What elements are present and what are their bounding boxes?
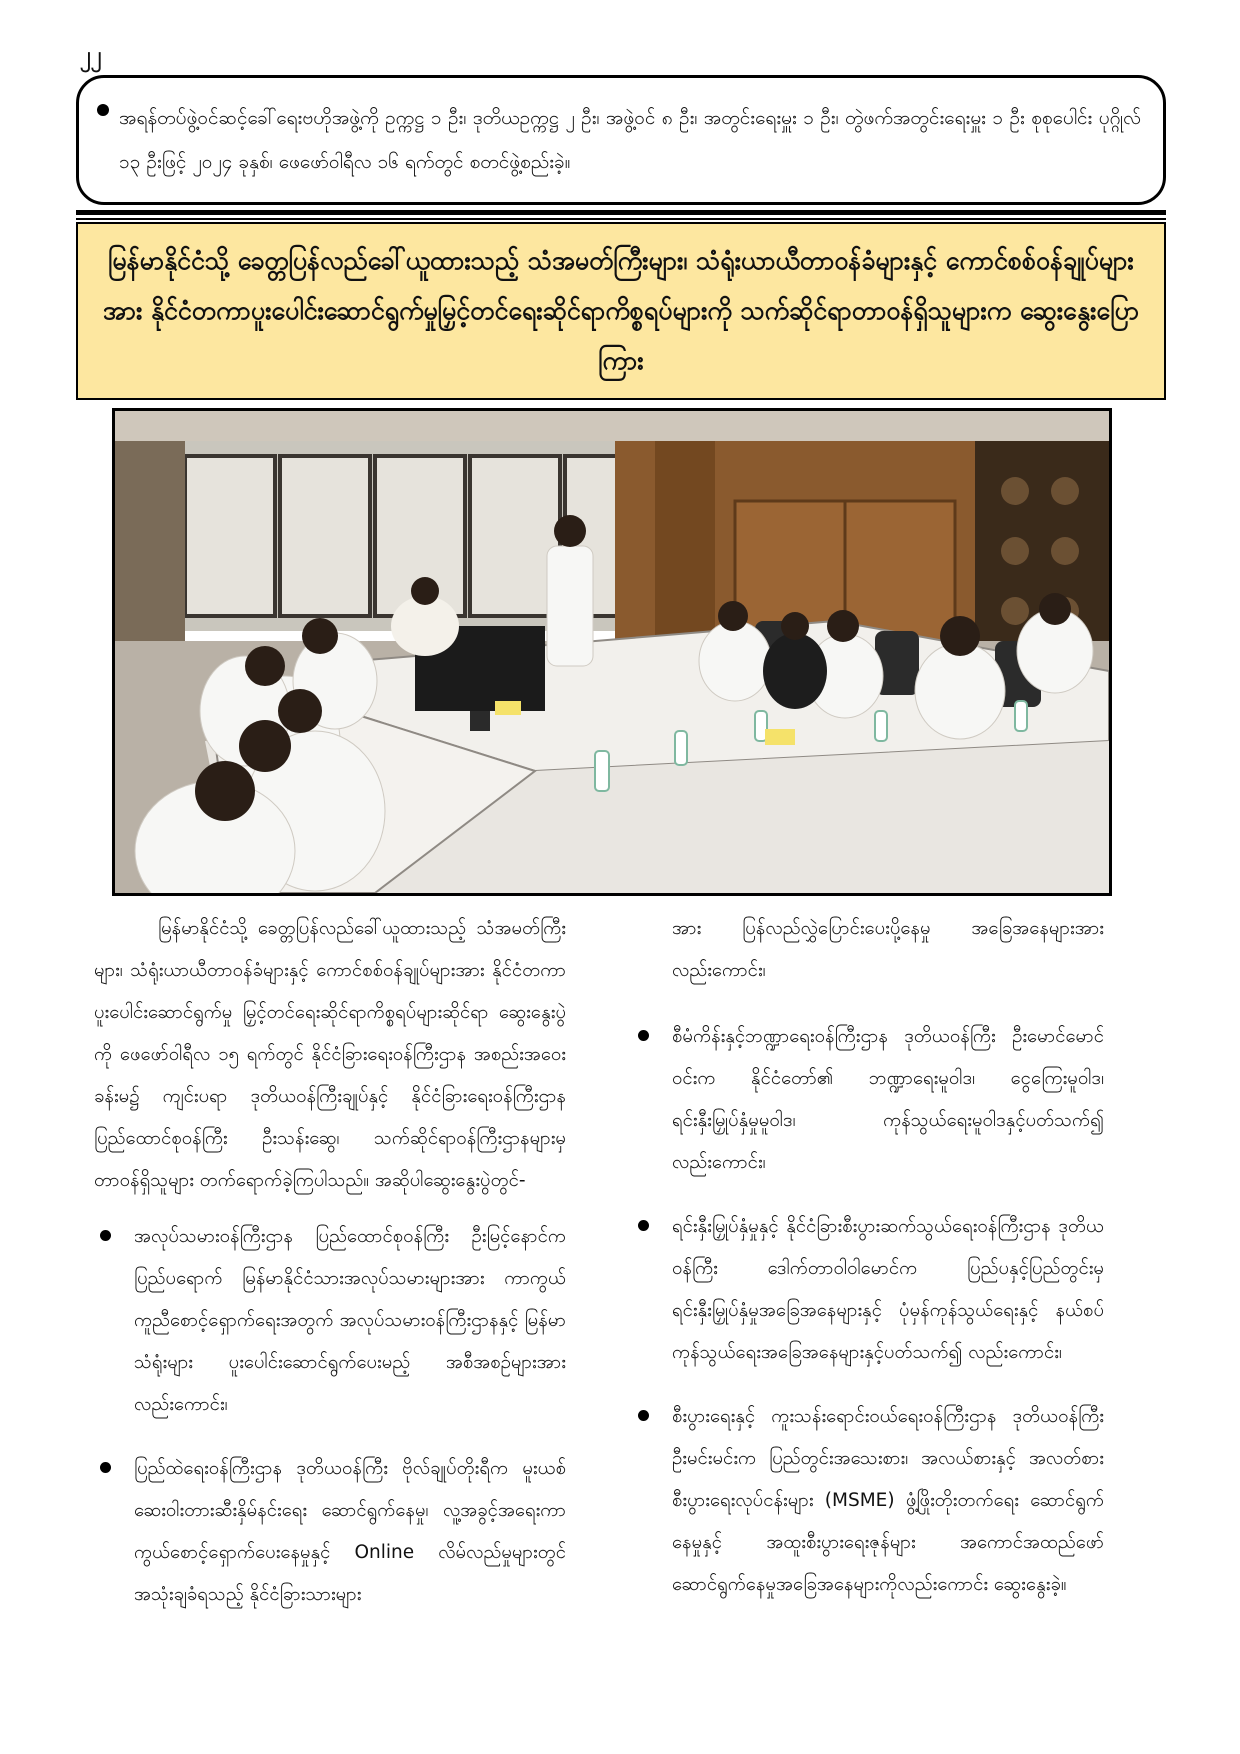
list-item-text: အလုပ်သမားဝန်ကြီးဌာန ပြည်ထောင်စုဝန်ကြီး ဦးမြင့်နောင်က ပြည်ပရောက် မြန်မာနိုင်ငံသားအလုပ်သမားများအား ကာကွယ်ကူညီစောင့်ရှောက်ရေးအတွက် အလုပ်သမားဝန်ကြီးဌာနနှင့် မြန်မာသံရုံးများ ပူးပေါင်းဆောင်ရွက်ပေးမည့် အစီအစဉ်များအားလည်းကောင်း၊: [134, 1226, 566, 1415]
bullet-icon: [100, 1462, 111, 1473]
headline-text: မြန်မာနိုင်ငံသို့ ခေတ္တပြန်လည်ခေါ်ယူထားသည့် သံအမတ်ကြီးများ၊ သံရုံးယာယီတာဝန်ခံများနှင့် ကောင်စစ်ဝန်ချုပ်များအား နိုင်ငံတကာပူးပေါင်းဆောင်ရွက်မှုမြှင့်တင်ရေးဆိုင်ရာကိစ္စရပ်များကို သက်ဆိုင်ရာတာဝန်ရှိသူများက ဆွေးနွေးပြောကြား: [102, 246, 1140, 375]
list-item-text: စီမံကိန်းနှင့်ဘဏ္ဍာရေးဝန်ကြီးဌာန ဒုတိယဝန်ကြီး ဦးမောင်မောင်ဝင်းက နိုင်ငံတော်၏ ဘဏ္ဍာရေးမူဝါဒ၊ ငွေကြေးမူဝါဒ၊ ရင်းနှီးမြှုပ်နှံမှုမူဝါဒ၊ ကုန်သွယ်ရေးမူဝါဒနှင့်ပတ်သက်၍ လည်းကောင်း၊: [672, 1026, 1104, 1173]
info-box: [76, 75, 1166, 205]
intro-paragraph: မြန်မာနိုင်ငံသို့ ခေတ္တပြန်လည်ခေါ်ယူထားသည့် သံအမတ်ကြီးများ၊ သံရုံးယာယီတာဝန်ခံများနှင့် ကောင်စစ်ဝန်ချုပ်များအား နိုင်ငံတကာပူးပေါင်းဆောင်ရွက်မှု မြှင့်တင်ရေးဆိုင်ရာကိစ္စရပ်များဆိုင်ရာ ဆွေးနွေးပွဲကို ဖေဖော်ဝါရီလ ၁၅ ရက်တွင် နိုင်ငံခြားရေးဝန်ကြီးဌာန အစည်းအဝေးခန်းမ၌ ကျင်းပရာ ဒုတိယဝန်ကြီးချုပ်နှင့် နိုင်ငံခြားရေးဝန်ကြီးဌာန ပြည်ထောင်စုဝန်ကြီး ဦးသန်းဆွေ၊ သက်ဆိုင်ရာဝန်ကြီးဌာနများမှ တာဝန်ရှိသူများ တက်ရောက်ခဲ့ကြပါသည်။ အဆိုပါဆွေးနွေးပွဲတွင်-: [94, 918, 566, 1191]
continued-text: အား ပြန်လည်လွှဲပြောင်းပေးပို့နေမှု အခြေအနေများအားလည်းကောင်း၊: [672, 918, 1104, 981]
list-item: [94, 1448, 566, 1616]
headline-box: [76, 222, 1166, 400]
bullet-icon: [97, 104, 109, 116]
divider-thick: [76, 210, 1166, 215]
meeting-photo: [112, 408, 1112, 896]
bullet-icon: [638, 1410, 649, 1421]
divider-thin: [76, 218, 1166, 220]
right-column: [632, 908, 1104, 1628]
list-item-text: ရင်းနှီးမြှုပ်နှံမှုနှင့် နိုင်ငံခြားစီးပွားဆက်သွယ်ရေးဝန်ကြီးဌာန ဒုတိယဝန်ကြီး ဒေါက်တာဝါဝါမောင်က ပြည်ပနှင့်ပြည်တွင်းမှ ရင်းနှီးမြှုပ်နှံမှုအခြေအနေများနှင့် ပုံမှန်ကုန်သွယ်ရေးနှင့် နယ်စပ်ကုန်သွယ်ရေးအခြေအနေများနှင့်ပတ်သက်၍ လည်းကောင်း၊: [672, 1216, 1104, 1363]
left-column: [94, 908, 566, 1638]
bullet-icon: [100, 1230, 111, 1241]
info-box-text: အရန်တပ်ဖွဲ့ဝင်ဆင့်ခေါ်ရေးဗဟိုအဖွဲ့ကို ဥက္ကဋ္ဌ ၁ ဦး၊ ဒုတိယဥက္ကဋ္ဌ ၂ ဦး၊ အဖွဲ့ဝင် ၈ ဦး၊ အတွင်းရေးမှူး ၁ ဦး၊ တွဲဖက်အတွင်းရေးမှူး ၁ ဦး စုစုပေါင်း ပုဂ္ဂိုလ် ၁၃ ဦးဖြင့် ၂၀၂၄ ခုနှစ်၊ ဖေဖော်ဝါရီလ ၁၆ ရက်တွင် စတင်ဖွဲ့စည်းခဲ့။: [119, 107, 1141, 173]
list-item: [632, 1016, 1104, 1184]
bullet-icon: [638, 1220, 649, 1231]
list-item: [632, 1396, 1104, 1606]
list-item-text: ပြည်ထဲရေးဝန်ကြီးဌာန ဒုတိယဝန်ကြီး ဗိုလ်ချုပ်တိုးရီက မူးယစ်ဆေးဝါးတားဆီးနှိမ်နင်းရေး ဆောင်ရွက်နေမှု၊ လူ့အခွင့်အရေးကာကွယ်စောင့်ရှောက်ပေးနေမှုနှင့် Online လိမ်လည်မှုများတွင် အသုံးချခံရသည့် နိုင်ငံခြားသားများ: [134, 1458, 566, 1605]
list-item: [94, 1216, 566, 1426]
page-number: ၂၂: [80, 43, 102, 68]
bullet-icon: [638, 1030, 649, 1041]
list-item-text: စီးပွားရေးနှင့် ကူးသန်းရောင်းဝယ်ရေးဝန်ကြီးဌာန ဒုတိယဝန်ကြီး ဦးမင်းမင်းက ပြည်တွင်းအသေးစား၊ အလယ်စားနှင့် အလတ်စားစီးပွားရေးလုပ်ငန်းများ (MSME) ဖွံ့ဖြိုးတိုးတက်ရေး ဆောင်ရွက်နေမှုနှင့် အထူးစီးပွားရေးဇုန်များ အကောင်အထည်ဖော် ဆောင်ရွက်နေမှုအခြေအနေများကိုလည်းကောင်း ဆွေးနွေးခဲ့။: [672, 1406, 1104, 1595]
list-item: [632, 1206, 1104, 1374]
